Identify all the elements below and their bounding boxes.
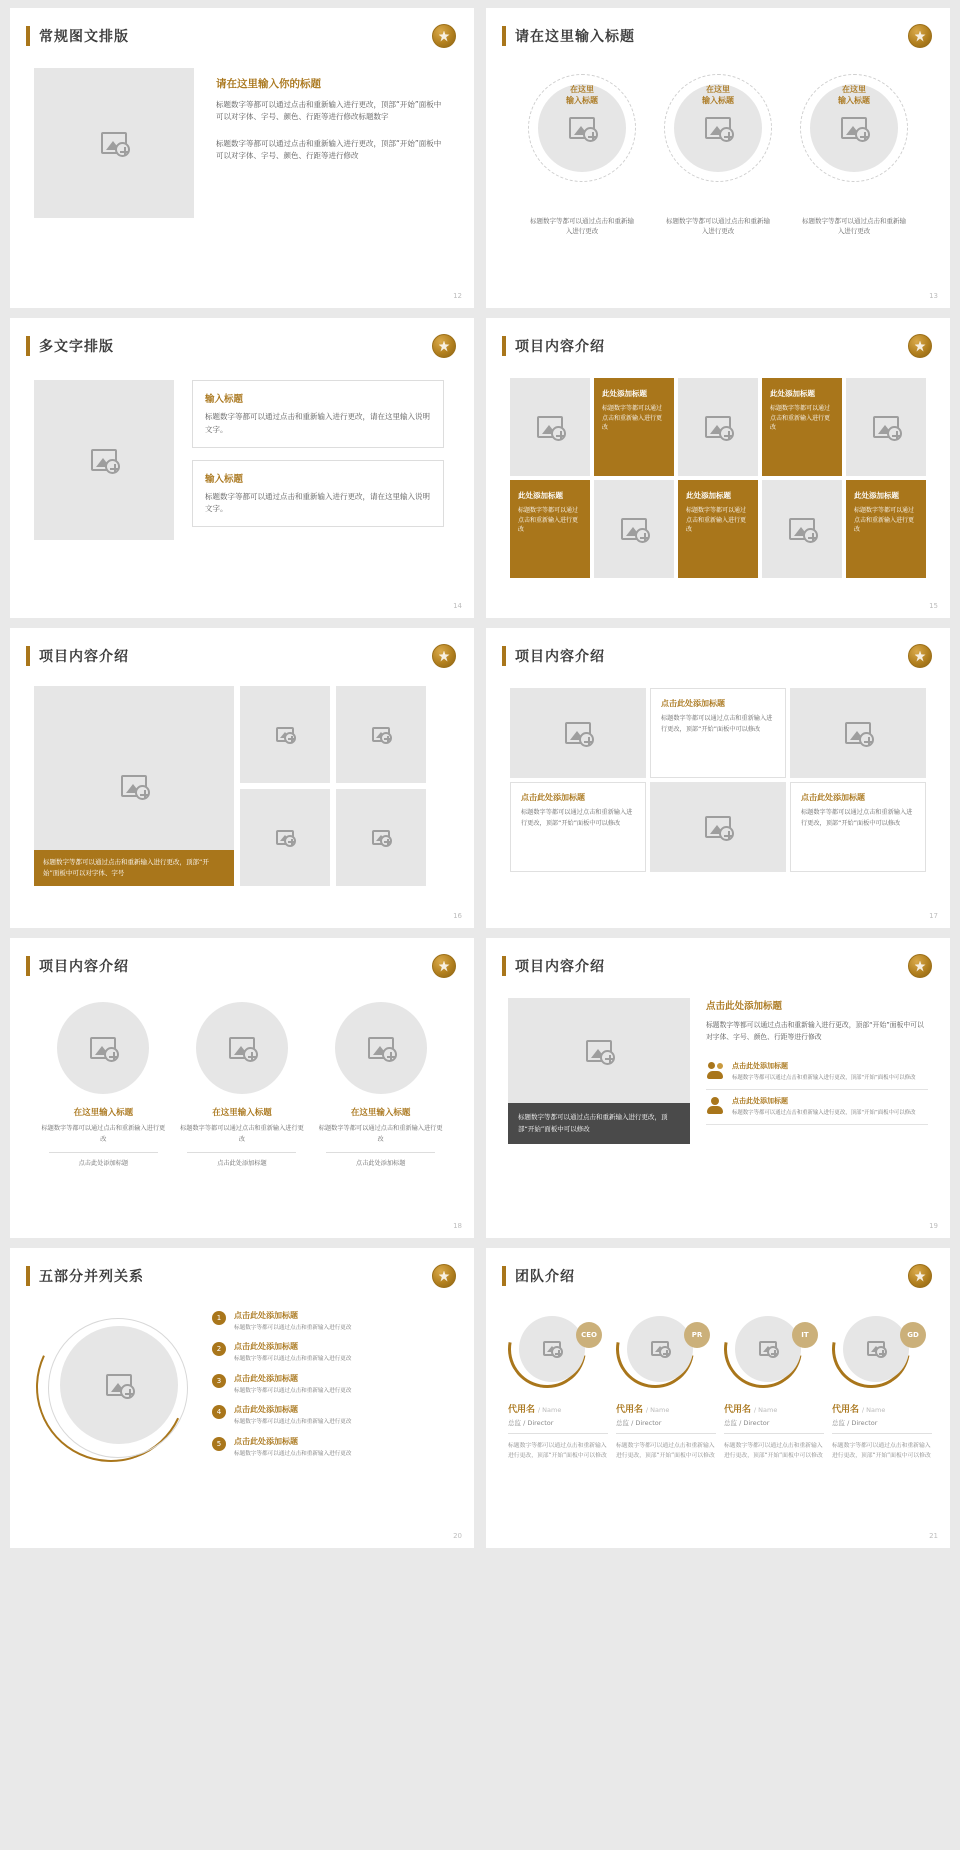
divider	[326, 1152, 435, 1153]
image-icon	[543, 1341, 561, 1356]
plus-icon	[663, 1350, 670, 1357]
circle-item[interactable]	[41, 1002, 166, 1167]
list-item[interactable]	[706, 1090, 928, 1125]
circle-item[interactable]	[318, 1002, 443, 1167]
grid-cell-image[interactable]	[510, 688, 646, 778]
team-member[interactable]	[616, 1308, 716, 1462]
brand-logo-icon	[432, 954, 456, 978]
cell-heading: 点击此处添加标题	[661, 699, 725, 708]
item-subtext: 点击此处添加标题	[78, 1160, 129, 1168]
image-icon	[845, 722, 871, 744]
image-icon	[537, 416, 563, 438]
cell-heading: 此处添加标题	[686, 491, 731, 500]
circle-caption: 标题数字等都可以通过点击和重新输入进行更改	[802, 217, 906, 236]
grid-cell-text[interactable]	[762, 378, 842, 476]
plus-icon	[555, 1350, 562, 1357]
grid-cell-text[interactable]	[510, 480, 590, 578]
image-icon	[586, 1040, 612, 1062]
page-number: 17	[929, 912, 938, 920]
image-icon	[90, 1037, 116, 1059]
image-placeholder[interactable]	[34, 68, 194, 218]
member-role-cn: 总监	[724, 1419, 737, 1427]
page-number: 15	[929, 602, 938, 610]
member-name	[724, 1402, 824, 1415]
slide-13[interactable]	[486, 8, 950, 308]
member-role	[616, 1418, 716, 1427]
cell-text: 标题数字等都可以通过点击和重新输入进行更改	[854, 507, 915, 534]
page-number: 12	[453, 292, 462, 300]
role-badge: GD	[900, 1322, 926, 1348]
plus-icon	[860, 132, 869, 141]
image-placeholder[interactable]	[240, 789, 330, 886]
grid-cell-text[interactable]	[510, 782, 646, 872]
plus-icon	[384, 736, 391, 743]
slide-17[interactable]	[486, 628, 950, 928]
circle-label	[566, 84, 598, 106]
brand-logo-icon	[908, 334, 932, 358]
member-role-cn: 总监	[508, 1419, 521, 1427]
brand-logo-icon	[908, 24, 932, 48]
slide-19[interactable]	[486, 938, 950, 1238]
item-heading: 点击此处添加标题	[234, 1436, 298, 1446]
item-text: 标题数字等都可以通过点击和重新输入进行更改	[234, 1450, 352, 1457]
grid-cell-text[interactable]	[678, 480, 758, 578]
divider	[832, 1433, 932, 1434]
page-title: 项目内容介绍	[515, 959, 605, 975]
image-placeholder[interactable]	[508, 998, 690, 1103]
circle-caption: 标题数字等都可以通过点击和重新输入进行更改	[666, 217, 770, 236]
slide-header	[10, 938, 474, 976]
plus-icon	[892, 431, 901, 440]
plus-icon	[120, 147, 129, 156]
image-icon	[705, 117, 731, 139]
circle-label-line1: 在这里	[706, 85, 730, 94]
divider	[616, 1433, 716, 1434]
member-description: 标题数字等都可以通过点击和重新输入进行更改，顶部“开始”面板中可以修改	[508, 1443, 607, 1460]
main-image-placeholder[interactable]	[34, 686, 234, 886]
image-placeholder[interactable]	[843, 1316, 909, 1382]
item-heading: 点击此处添加标题	[234, 1342, 298, 1352]
title-bar-accent	[502, 956, 506, 976]
plus-icon	[288, 736, 295, 743]
image-icon	[368, 1037, 394, 1059]
circle-label-line2: 输入标题	[702, 96, 734, 106]
avatar	[832, 1308, 932, 1392]
brand-logo-icon	[432, 334, 456, 358]
list-item[interactable]	[212, 1373, 450, 1395]
page-number: 19	[929, 1222, 938, 1230]
circle-item[interactable]	[179, 1002, 304, 1167]
content-heading: 请在这里输入你的标题	[216, 78, 321, 90]
item-text: 标题数字等都可以通过点击和重新输入进行更改，顶部“开始”面板中可以修改	[732, 1075, 916, 1082]
box-heading: 输入标题	[205, 473, 244, 485]
image-icon	[229, 1037, 255, 1059]
brand-logo-icon	[432, 644, 456, 668]
page-title: 项目内容介绍	[515, 339, 605, 355]
title-bar-accent	[26, 1266, 30, 1286]
image-icon	[873, 416, 899, 438]
item-text: 标题数字等都可以通过点击和重新输入进行更改	[234, 1356, 352, 1363]
page-number: 13	[929, 292, 938, 300]
member-name	[832, 1402, 932, 1415]
item-subtext: 点击此处添加标题	[355, 1160, 406, 1168]
cell-text: 标题数字等都可以通过点击和重新输入进行更改	[602, 405, 663, 432]
member-role-cn: 总监	[616, 1419, 629, 1427]
plus-icon	[724, 431, 733, 440]
team-member[interactable]	[724, 1308, 824, 1462]
cell-heading: 点击此处添加标题	[521, 793, 585, 802]
team-member[interactable]	[832, 1308, 932, 1462]
image-icon	[372, 727, 390, 742]
image-icon	[569, 117, 595, 139]
circular-diagram	[28, 1304, 198, 1484]
item-number: 3	[212, 1374, 226, 1388]
cell-text: 标题数字等都可以通过点击和重新输入进行更改	[770, 405, 831, 432]
slide-header	[486, 938, 950, 976]
slide-14[interactable]	[10, 318, 474, 618]
item-heading: 在这里输入标题	[350, 1108, 411, 1118]
slide-20[interactable]	[10, 1248, 474, 1548]
avatar	[724, 1308, 824, 1392]
content-paragraph: 标题数字等都可以通过点击和重新输入进行更改，顶部“开始”面板中可以对字体、字号、颜色、行距等进行修改	[706, 1021, 924, 1042]
image-caption: 标题数字等都可以通过点击和重新输入进行更改，顶部“开始”面板中可以修改	[508, 1103, 690, 1144]
title-bar-accent	[502, 1266, 506, 1286]
plus-icon	[584, 737, 593, 746]
member-name-en: / Name	[861, 1406, 886, 1414]
member-description: 标题数字等都可以通过点击和重新输入进行更改，顶部“开始”面板中可以修改	[832, 1443, 931, 1460]
slide-12[interactable]	[10, 8, 474, 308]
plus-icon	[288, 839, 295, 846]
member-name-cn: 代用名	[616, 1405, 644, 1415]
text-block	[216, 68, 444, 218]
image-icon	[621, 518, 647, 540]
circle-label	[838, 84, 870, 106]
member-name-en: / Name	[537, 1406, 562, 1414]
page-title: 请在这里输入标题	[515, 29, 635, 45]
item-heading: 点击此处添加标题	[234, 1405, 298, 1415]
member-role-en: / Director	[523, 1419, 554, 1427]
title-bar-accent	[502, 26, 506, 46]
role-badge: CEO	[576, 1322, 602, 1348]
slide-header	[486, 8, 950, 46]
member-name-en: / Name	[645, 1406, 670, 1414]
brand-logo-icon	[432, 24, 456, 48]
image-icon	[867, 1341, 885, 1356]
circle-item[interactable]	[794, 74, 914, 237]
image-icon	[91, 449, 117, 471]
member-name	[616, 1402, 716, 1415]
item-text: 标题数字等都可以通过点击和重新输入进行更改	[234, 1387, 352, 1394]
circle-item[interactable]	[658, 74, 778, 237]
item-number: 5	[212, 1437, 226, 1451]
member-name-cn: 代用名	[832, 1405, 860, 1415]
plus-icon	[387, 1052, 396, 1061]
item-number: 4	[212, 1405, 226, 1419]
page-title: 五部分并列关系	[39, 1269, 144, 1285]
grid-cell-image[interactable]	[594, 480, 674, 578]
grid-cell-image[interactable]	[678, 378, 758, 476]
item-heading: 点击此处添加标题	[732, 1097, 788, 1106]
plus-icon	[588, 132, 597, 141]
item-heading: 点击此处添加标题	[234, 1373, 298, 1383]
cell-text: 标题数字等都可以通过点击和重新输入进行更改	[686, 507, 747, 534]
plus-icon	[384, 839, 391, 846]
cell-heading: 此处添加标题	[770, 389, 815, 398]
cell-text: 标题数字等都可以通过点击和重新输入进行更改	[518, 507, 579, 534]
text-box[interactable]	[192, 380, 444, 448]
plus-icon	[248, 1052, 257, 1061]
divider	[508, 1433, 608, 1434]
cell-text: 标题数字等都可以通过点击和重新输入进行更改，顶部“开始”面板中可以修改	[801, 809, 913, 827]
page-number: 20	[453, 1532, 462, 1540]
member-name-cn: 代用名	[724, 1405, 752, 1415]
text-box[interactable]	[192, 460, 444, 528]
slide-21[interactable]	[486, 1248, 950, 1548]
content-heading: 点击此处添加标题	[706, 1001, 783, 1012]
item-text: 标题数字等都可以通过点击和重新输入进行更改	[234, 1419, 352, 1426]
list-item[interactable]	[212, 1436, 450, 1458]
image-placeholder[interactable]	[60, 1326, 178, 1444]
image-placeholder[interactable]	[57, 1002, 149, 1094]
plus-icon	[125, 1389, 134, 1398]
plus-icon	[724, 831, 733, 840]
slide-15[interactable]	[486, 318, 950, 618]
brand-logo-icon	[908, 644, 932, 668]
item-text: 标题数字等都可以通过点击和重新输入进行更改	[234, 1325, 352, 1331]
member-role-en: / Director	[631, 1419, 662, 1427]
circle-item[interactable]	[522, 74, 642, 237]
circle-label-line1: 在这里	[570, 85, 594, 94]
image-placeholder[interactable]	[519, 1316, 585, 1382]
plus-icon	[724, 132, 733, 141]
grid-cell-image[interactable]	[650, 782, 786, 872]
content-paragraph-2: 标题数字等都可以通过点击和重新输入进行更改，顶部“开始”面板中可以对字体、字号、颜色、行距等进行修改	[216, 138, 442, 161]
grid-cell-image[interactable]	[846, 378, 926, 476]
page-title: 多文字排版	[39, 339, 114, 355]
slide-header	[486, 628, 950, 666]
image-placeholder[interactable]	[735, 1316, 801, 1382]
member-role	[724, 1418, 824, 1427]
grid-cell-text[interactable]	[790, 782, 926, 872]
grid-cell-image[interactable]	[762, 480, 842, 578]
item-number: 1	[212, 1311, 226, 1325]
image-placeholder[interactable]	[196, 1002, 288, 1094]
brand-logo-icon	[908, 1264, 932, 1288]
box-text: 标题数字等都可以通过点击和重新输入进行更改，请在这里输入说明文字。	[205, 491, 430, 514]
slide-header	[10, 1248, 474, 1286]
circle-label-line1: 在这里	[842, 85, 866, 94]
image-icon	[705, 416, 731, 438]
cell-heading: 此处添加标题	[602, 389, 647, 398]
cell-heading: 点击此处添加标题	[801, 793, 865, 802]
list-item[interactable]	[212, 1404, 450, 1426]
box-heading: 输入标题	[205, 394, 244, 405]
avatar	[616, 1308, 716, 1392]
slide-18[interactable]	[10, 938, 474, 1238]
member-role-cn: 总监	[832, 1419, 845, 1427]
image-icon	[276, 727, 294, 742]
page-title: 常规图文排版	[39, 29, 129, 45]
member-name-en: / Name	[753, 1406, 778, 1414]
title-bar-accent	[26, 336, 30, 356]
title-bar-accent	[502, 336, 506, 356]
divider	[49, 1152, 158, 1153]
cell-heading: 此处添加标题	[518, 491, 563, 500]
page-title: 项目内容介绍	[39, 649, 129, 665]
member-name-cn: 代用名	[508, 1405, 536, 1415]
cell-text: 标题数字等都可以通过点击和重新输入进行更改，顶部“开始”面板中可以修改	[521, 809, 633, 827]
slide-16[interactable]	[10, 628, 474, 928]
slide-header	[10, 318, 474, 356]
title-bar-accent	[26, 646, 30, 666]
plus-icon	[556, 431, 565, 440]
member-role	[832, 1418, 932, 1427]
role-badge: IT	[792, 1322, 818, 1348]
member-description: 标题数字等都可以通过点击和重新输入进行更改，顶部“开始”面板中可以修改	[616, 1443, 715, 1460]
plus-icon	[879, 1350, 886, 1357]
image-icon	[101, 132, 127, 154]
item-text: 标题数字等都可以通过点击和重新输入进行更改	[41, 1125, 166, 1143]
image-icon	[565, 722, 591, 744]
divider	[724, 1433, 824, 1434]
page-number: 14	[453, 602, 462, 610]
title-bar-accent	[502, 646, 506, 666]
cell-heading: 此处添加标题	[854, 491, 899, 500]
image-placeholder[interactable]	[336, 686, 426, 783]
avatar	[508, 1308, 608, 1392]
slide-header	[10, 8, 474, 46]
grid-cell-text[interactable]	[650, 688, 786, 778]
member-role	[508, 1418, 608, 1427]
plus-icon	[640, 533, 649, 542]
plus-icon	[140, 790, 149, 799]
team-member[interactable]	[508, 1308, 608, 1462]
image-icon	[789, 518, 815, 540]
image-icon	[106, 1374, 132, 1396]
image-icon	[121, 775, 147, 797]
item-text: 标题数字等都可以通过点击和重新输入进行更改	[180, 1125, 304, 1143]
grid-cell-text[interactable]	[846, 480, 926, 578]
cell-text: 标题数字等都可以通过点击和重新输入进行更改，顶部“开始”面板中可以修改	[661, 715, 773, 733]
item-heading: 点击此处添加标题	[732, 1062, 788, 1071]
image-icon	[759, 1341, 777, 1356]
role-badge: PR	[684, 1322, 710, 1348]
page-number: 16	[453, 912, 462, 920]
content-paragraph-1: 标题数字等都可以通过点击和重新输入进行更改，顶部“开始”面板中可以对字体、字号、颜色、行距等进行修改标题数字	[216, 100, 442, 122]
item-subtext: 点击此处添加标题	[217, 1160, 267, 1168]
image-icon	[705, 816, 731, 838]
circle-label	[702, 84, 734, 106]
image-placeholder[interactable]	[336, 789, 426, 886]
item-text: 标题数字等都可以通过点击和重新输入进行更改，顶部“开始”面板中可以修改	[732, 1110, 916, 1117]
circle-label-line2: 输入标题	[566, 96, 598, 106]
circle-caption: 标题数字等都可以通过点击和重新输入进行更改	[530, 217, 634, 236]
page-number: 21	[929, 1532, 938, 1540]
list-item[interactable]	[212, 1341, 450, 1363]
item-heading: 在这里输入标题	[73, 1108, 134, 1118]
page-title: 团队介绍	[515, 1269, 575, 1285]
item-heading: 点击此处添加标题	[234, 1311, 298, 1320]
plus-icon	[864, 737, 873, 746]
brand-logo-icon	[432, 1264, 456, 1288]
image-caption: 标题数字等都可以通过点击和重新输入进行更改，顶部“开始”面板中可以对字体、字号	[34, 850, 234, 886]
list-item[interactable]	[212, 1310, 450, 1332]
member-description: 标题数字等都可以通过点击和重新输入进行更改，顶部“开始”面板中可以修改	[724, 1443, 823, 1460]
page-title: 项目内容介绍	[515, 649, 605, 665]
grid-cell-text[interactable]	[594, 378, 674, 476]
member-role-en: / Director	[739, 1419, 770, 1427]
divider	[187, 1152, 296, 1153]
page-number: 18	[453, 1222, 462, 1230]
circle-label-line2: 输入标题	[838, 96, 870, 106]
grid-cell-image[interactable]	[790, 688, 926, 778]
member-role-en: / Director	[847, 1419, 878, 1427]
two-users-icon	[706, 1061, 724, 1079]
page-title: 项目内容介绍	[39, 959, 129, 975]
image-placeholder[interactable]	[335, 1002, 427, 1094]
image-placeholder[interactable]	[34, 380, 174, 540]
item-heading: 在这里输入标题	[212, 1108, 272, 1118]
brand-logo-icon	[908, 954, 932, 978]
image-icon	[651, 1341, 669, 1356]
plus-icon	[109, 1052, 118, 1061]
slide-header	[486, 318, 950, 356]
list-item[interactable]	[706, 1055, 928, 1090]
slide-header	[486, 1248, 950, 1286]
image-icon	[841, 117, 867, 139]
member-name	[508, 1402, 608, 1415]
image-placeholder[interactable]	[240, 686, 330, 783]
item-number: 2	[212, 1342, 226, 1356]
plus-icon	[605, 1055, 614, 1064]
plus-icon	[808, 533, 817, 542]
image-icon	[276, 830, 294, 845]
box-text: 标题数字等都可以通过点击和重新输入进行更改，请在这里输入说明文字。	[205, 412, 430, 434]
title-bar-accent	[26, 26, 30, 46]
plus-icon	[110, 464, 119, 473]
item-text: 标题数字等都可以通过点击和重新输入进行更改	[318, 1125, 443, 1143]
grid-cell-image[interactable]	[510, 378, 590, 476]
image-icon	[372, 830, 390, 845]
title-bar-accent	[26, 956, 30, 976]
user-icon	[706, 1096, 724, 1114]
plus-icon	[771, 1350, 778, 1357]
slide-header	[10, 628, 474, 666]
image-placeholder[interactable]	[627, 1316, 693, 1382]
